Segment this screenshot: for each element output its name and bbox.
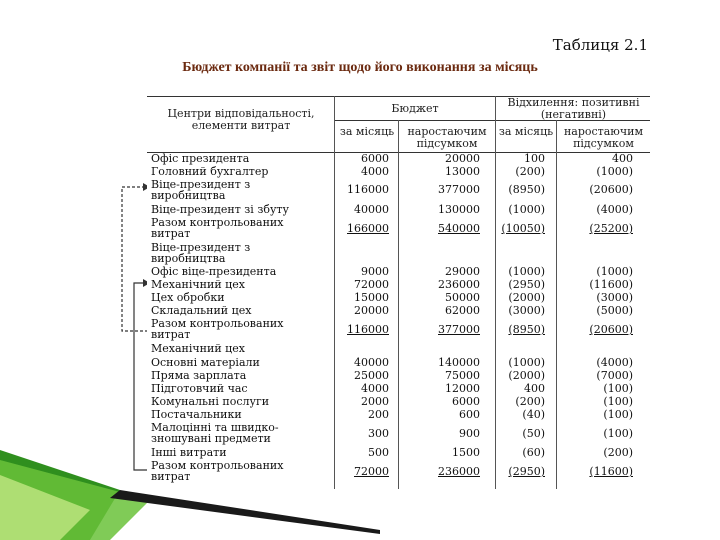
row-dev-cum: (3000): [596, 291, 633, 304]
header-deviation-month: за місяць: [498, 125, 554, 138]
row-dev-cum: (200): [603, 446, 633, 459]
row-dev-cum: 400: [612, 152, 633, 165]
row-budget-month: 40000: [354, 203, 389, 216]
row-budget-cum: 29000: [445, 265, 480, 278]
slide-decoration: [0, 450, 720, 540]
row-dev-cum: (4000): [596, 356, 633, 369]
row-name: Офіс президента: [151, 152, 250, 165]
row-budget-cum: 540000: [438, 222, 480, 235]
row-budget-cum: 6000: [452, 395, 480, 408]
row-budget-cum: 12000: [445, 382, 480, 395]
row-name: Постачальники: [151, 408, 242, 421]
row-name: Головний бухгалтер: [151, 165, 269, 178]
row-budget-cum: 130000: [438, 203, 480, 216]
row-dev-cum: (4000): [596, 203, 633, 216]
row-dev-cum: (20600): [589, 323, 633, 336]
row-budget-month: 6000: [361, 152, 389, 165]
row-budget-month: 40000: [354, 356, 389, 369]
row-budget-cum: 1500: [452, 446, 480, 459]
row-name: Цех обробки: [151, 291, 225, 304]
row-name: Комунальні послуги: [151, 395, 270, 408]
row-dev-cum: (11600): [589, 465, 633, 478]
row-budget-month: 15000: [354, 291, 389, 304]
row-dev-cum: (100): [603, 395, 633, 408]
row-budget-cum: 20000: [445, 152, 480, 165]
row-dev-month: (2950): [508, 278, 545, 291]
row-budget-month: 500: [368, 446, 389, 459]
row-name: Разом контрольованих витрат: [151, 459, 284, 483]
row-budget-cum: 600: [459, 408, 480, 421]
row-name: Пряма зарплата: [151, 369, 247, 382]
row-dev-month: (8950): [508, 183, 545, 196]
row-dev-month: 400: [524, 382, 545, 395]
row-dev-cum: (1000): [596, 165, 633, 178]
row-dev-month: (1000): [508, 265, 545, 278]
row-budget-month: 2000: [361, 395, 389, 408]
row-dev-cum: (100): [603, 382, 633, 395]
row-budget-month: 200: [368, 408, 389, 421]
row-dev-month: (2000): [508, 369, 545, 382]
row-dev-month: (1000): [508, 203, 545, 216]
row-name: Віце-президент зі збуту: [151, 203, 289, 216]
row-name: Інші витрати: [151, 446, 227, 459]
header-deviation: Відхилення: позитивні (негативні): [507, 96, 640, 121]
header-centers: Центри відповідальності, елементи витрат: [167, 107, 315, 132]
row-budget-month: 116000: [347, 323, 389, 336]
row-name: Віце-президент з виробництва: [151, 178, 251, 202]
row-budget-month: 20000: [354, 304, 389, 317]
row-budget-month: 9000: [361, 265, 389, 278]
row-budget-cum: 13000: [445, 165, 480, 178]
row-dev-month: (60): [522, 446, 545, 459]
row-dev-cum: (11600): [589, 278, 633, 291]
row-dev-cum: (1000): [596, 265, 633, 278]
row-budget-month: 300: [368, 427, 389, 440]
row-budget-cum: 140000: [438, 356, 480, 369]
header-budget: Бюджет: [391, 102, 439, 115]
row-budget-cum: 236000: [438, 278, 480, 291]
header-deviation-cumulative: наростаючим підсумком: [563, 125, 644, 150]
header-budget-month: за місяць: [339, 125, 395, 138]
row-name: Підготовчий час: [151, 382, 248, 395]
row-dev-cum: (100): [603, 408, 633, 421]
row-name: Малоцінні та швидко-зношувані предмети: [151, 421, 279, 445]
row-name: Складальний цех: [151, 304, 252, 317]
row-dev-month: (200): [515, 165, 545, 178]
row-dev-cum: (20600): [589, 183, 633, 196]
row-dev-cum: (7000): [596, 369, 633, 382]
row-dev-month: (40): [522, 408, 545, 421]
row-budget-cum: 62000: [445, 304, 480, 317]
row-dev-month: (2950): [508, 465, 545, 478]
row-dev-month: 100: [524, 152, 545, 165]
row-dev-month: (2000): [508, 291, 545, 304]
row-dev-month: (3000): [508, 304, 545, 317]
header-budget-cumulative: наростаючим підсумком: [407, 125, 487, 150]
row-name: Механічний цех: [151, 342, 245, 355]
row-budget-cum: 900: [459, 427, 480, 440]
row-budget-month: 166000: [347, 222, 389, 235]
row-budget-cum: 75000: [445, 369, 480, 382]
row-budget-month: 72000: [354, 278, 389, 291]
row-dev-month: (200): [515, 395, 545, 408]
row-dev-month: (8950): [508, 323, 545, 336]
row-budget-month: 116000: [347, 183, 389, 196]
row-budget-cum: 236000: [438, 465, 480, 478]
row-dev-month: (1000): [508, 356, 545, 369]
row-name: Віце-президент з виробництва: [151, 241, 251, 265]
row-dev-month: (10050): [501, 222, 545, 235]
budget-table: [147, 96, 650, 489]
row-name: Основні матеріали: [151, 356, 260, 369]
row-budget-cum: 50000: [445, 291, 480, 304]
row-name: Офіс віце-президента: [151, 265, 277, 278]
table-caption: Таблиця 2.1: [552, 36, 648, 54]
row-name: Разом контрольованих витрат: [151, 317, 284, 341]
row-name: Механічний цех: [151, 278, 245, 291]
row-budget-month: 72000: [354, 465, 389, 478]
row-dev-month: (50): [522, 427, 545, 440]
row-dev-cum: (5000): [596, 304, 633, 317]
row-dev-cum: (25200): [589, 222, 633, 235]
row-budget-month: 4000: [361, 382, 389, 395]
row-budget-cum: 377000: [438, 183, 480, 196]
page-title: Бюджет компанії та звіт щодо його виконання за місяць: [182, 60, 538, 75]
row-name: Разом контрольованих витрат: [151, 216, 284, 240]
row-budget-cum: 377000: [438, 323, 480, 336]
row-budget-month: 25000: [354, 369, 389, 382]
row-dev-cum: (100): [603, 427, 633, 440]
row-budget-month: 4000: [361, 165, 389, 178]
